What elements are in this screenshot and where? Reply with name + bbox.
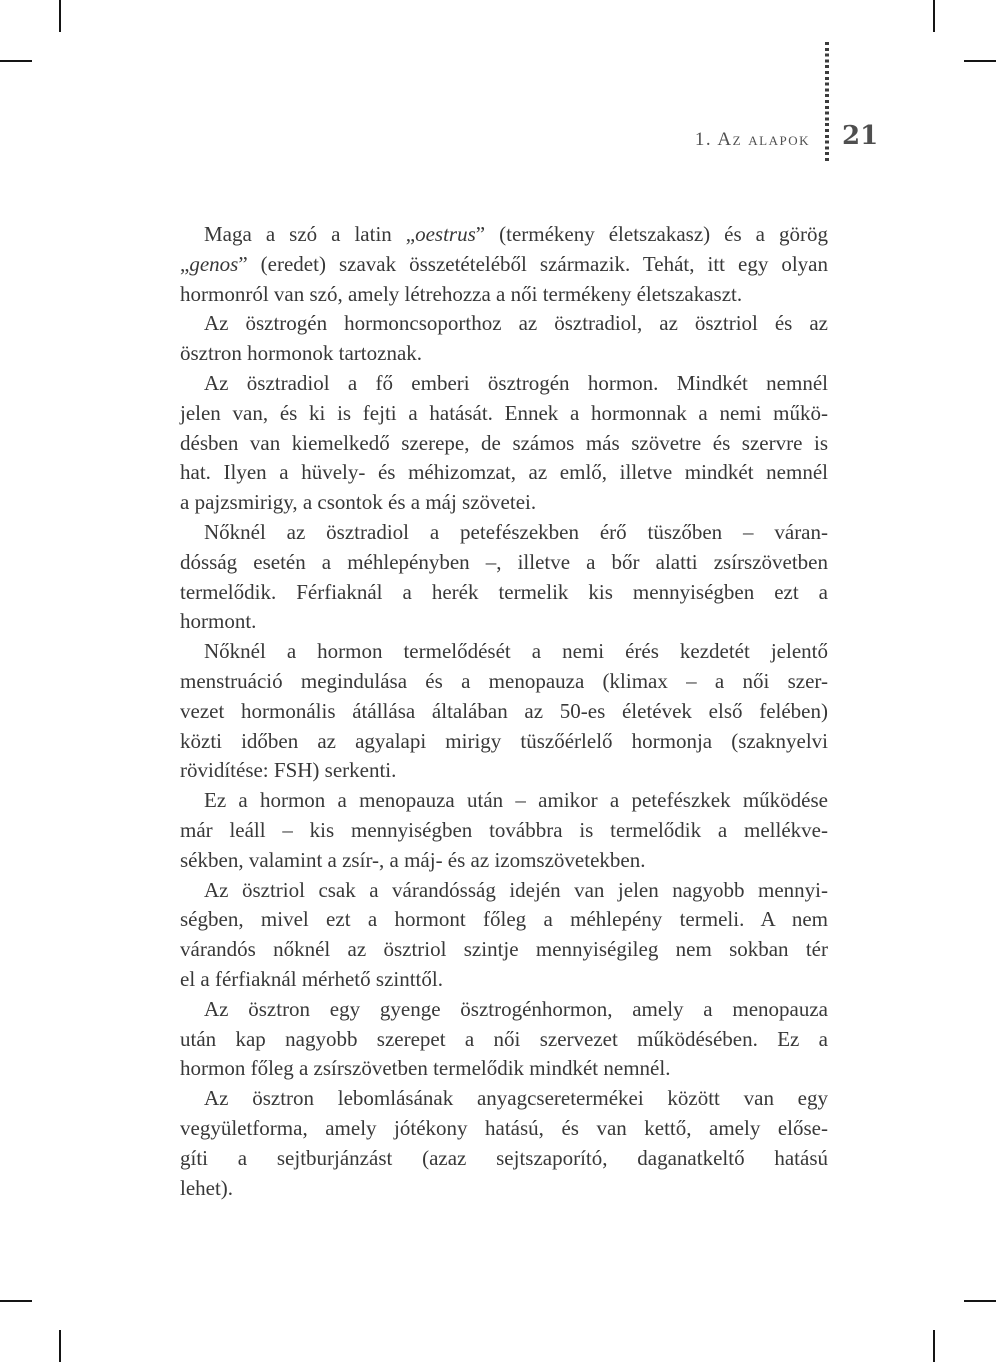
- text-run: vezet hormonális átállása általában az 50-es életévek első felében): [180, 698, 828, 723]
- text-line: [180, 1144, 828, 1174]
- paragraph: [180, 518, 828, 637]
- crop-mark-bottom-right-vertical: [933, 1330, 935, 1362]
- text-line: [180, 1025, 828, 1055]
- text-line: [180, 369, 828, 399]
- text-line: [180, 488, 828, 518]
- text-line: [180, 607, 828, 637]
- text-run: sékben, valamint a zsír-, a máj- és az izomszövetekben.: [180, 847, 646, 872]
- text-run: dósság esetén a méhlepényben –, illetve a bőr alatti zsírszövetben: [180, 549, 828, 574]
- text-run: jelen van, és ki is fejti a hatását. Ennek a hormonnak a nemi műkö-: [180, 400, 828, 425]
- text-line: [180, 905, 828, 935]
- running-head-chapter-title: 1. Az alapok: [694, 129, 810, 150]
- text-line: [180, 548, 828, 578]
- body-paragraphs: [180, 220, 828, 1203]
- text-line: [180, 309, 828, 339]
- text-run: hat. Ilyen a hüvely- és méhizomzat, az emlő, illetve mindkét nemnél: [180, 460, 828, 485]
- italic-text-run: genos: [189, 251, 239, 276]
- text-line: [180, 846, 828, 876]
- text-run: termelődik. Férfiaknál a herék termelik kis mennyiségben ezt a: [180, 579, 828, 604]
- text-run: hormon főleg a zsírszövetben termelődik mindkét nemnél.: [180, 1056, 671, 1081]
- crop-mark-top-left-horizontal: [0, 60, 32, 62]
- text-run: után kap nagyobb szerepet a női szervezet működésében. Ez a: [180, 1026, 828, 1051]
- text-line: [180, 1054, 828, 1084]
- text-run: lehet).: [180, 1175, 234, 1200]
- text-line: [180, 756, 828, 786]
- crop-mark-top-right-horizontal: [964, 60, 996, 62]
- text-line: [180, 339, 828, 369]
- text-run: Maga a szó a latin „: [204, 222, 416, 246]
- text-line: [180, 935, 828, 965]
- paragraph: [180, 369, 828, 518]
- text-line: [180, 399, 828, 429]
- text-run: hormont.: [180, 609, 257, 634]
- text-run: Az ösztradiol a fő emberi ösztrogén hormon. Mindkét nemnél: [204, 370, 828, 395]
- text-line: [180, 250, 828, 280]
- paragraph: [180, 1084, 828, 1203]
- text-run: „: [180, 251, 190, 276]
- text-run: gíti a sejtburjánzást (azaz sejtszaporító, daganatkeltő hatású: [180, 1145, 828, 1170]
- crop-mark-bottom-left-vertical: [59, 1330, 61, 1362]
- text-run: ösztron hormonok tartoznak.: [180, 341, 423, 366]
- text-line: [180, 727, 828, 757]
- dotted-rule: [825, 42, 829, 163]
- paragraph: [180, 786, 828, 875]
- text-line: [180, 816, 828, 846]
- text-run: közti időben az agyalapi mirigy tüszőérlelő hormonja (szaknyelvi: [180, 728, 828, 753]
- paragraph: [180, 220, 828, 309]
- text-run: Az ösztrogén hormoncsoporthoz az ösztradiol, az ösztriol és az: [204, 311, 828, 336]
- text-run: Az ösztriol csak a várandósság idején van jelen nagyobb mennyi-: [204, 877, 828, 902]
- text-line: [180, 1114, 828, 1144]
- text-run: désben van kiemelkedő szerepe, de számos más szövetre és szervre is: [180, 430, 828, 455]
- text-line: [180, 995, 828, 1025]
- text-line: [180, 667, 828, 697]
- text-run: ” (eredet) szavak összetételéből származik. Tehát, itt egy olyan: [238, 251, 828, 276]
- text-line: [180, 965, 828, 995]
- text-line: [180, 697, 828, 727]
- paragraph: [180, 876, 828, 995]
- text-line: [180, 1174, 828, 1204]
- text-run: Ez a hormon a menopauza után – amikor a petefészkek működése: [204, 788, 828, 813]
- crop-mark-top-right-vertical: [933, 0, 935, 32]
- text-run: hormonról van szó, amely létrehozza a női termékeny életszakaszt.: [180, 281, 743, 306]
- text-run: vegyületforma, amely jótékony hatású, és van kettő, amely előse-: [180, 1115, 828, 1140]
- text-run: már leáll – kis mennyiségben továbbra is termelődik a mellékve-: [180, 817, 828, 842]
- text-run: rövidítése: FSH) serkenti.: [180, 758, 397, 783]
- text-line: [180, 786, 828, 816]
- text-line: [180, 518, 828, 548]
- text-line: [180, 876, 828, 906]
- italic-text-run: oestrus: [415, 222, 476, 246]
- paragraph: [180, 995, 828, 1084]
- paragraph: [180, 309, 828, 369]
- paragraph: [180, 637, 828, 786]
- text-line: [180, 637, 828, 667]
- text-line: [180, 220, 828, 250]
- crop-mark-bottom-left-horizontal: [0, 1300, 32, 1302]
- text-run: Nőknél az ösztradiol a petefészekben érő tüszőben – váran-: [204, 519, 828, 544]
- text-run: ségben, mivel ezt a hormont főleg a méhlepény termeli. A nem: [180, 907, 828, 932]
- crop-mark-top-left-vertical: [59, 0, 61, 32]
- text-run: várandós nőknél az ösztriol szintje mennyiségileg nem sokban tér: [180, 937, 828, 962]
- text-run: a pajzsmirigy, a csontok és a máj szövetei.: [180, 490, 537, 515]
- text-line: [180, 1084, 828, 1114]
- text-run: el a férfiaknál mérhető szinttől.: [180, 966, 443, 991]
- text-run: menstruáció megindulása és a menopauza (klimax – a női szer-: [180, 668, 828, 693]
- page-number: 21: [842, 121, 879, 151]
- crop-mark-bottom-right-horizontal: [964, 1300, 996, 1302]
- text-line: [180, 429, 828, 459]
- text-run: Az ösztron egy gyenge ösztrogénhormon, amely a menopauza: [204, 996, 828, 1021]
- text-line: [180, 578, 828, 608]
- text-run: ” (termékeny életszakasz) és a görög: [475, 222, 828, 246]
- text-run: Az ösztron lebomlásának anyagcseretermékei között van egy: [204, 1086, 828, 1111]
- text-line: [180, 458, 828, 488]
- text-line: [180, 280, 828, 310]
- text-run: Nőknél a hormon termelődését a nemi érés kezdetét jelentő: [204, 639, 828, 664]
